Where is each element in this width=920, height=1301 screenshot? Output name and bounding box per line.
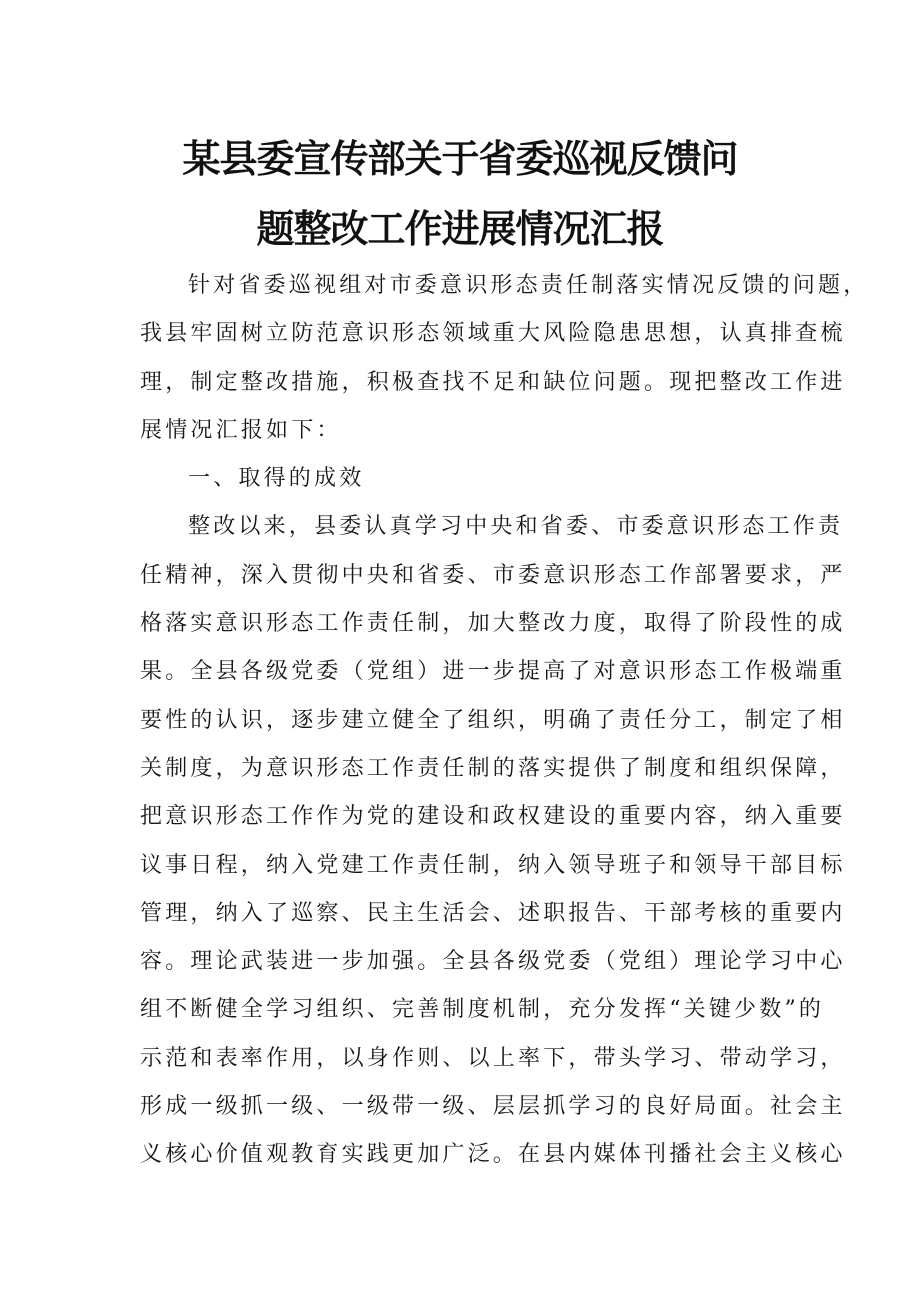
paragraph-results-line: 示范和表率作用，以身作则、以上率下，带头学习、带动学习， [140,1045,846,1071]
paragraph-results-line: 果。全县各级党委（党组）进一步提高了对意识形态工作极端重 [140,659,846,685]
document-body [140,262,869,1180]
paragraph-results-line: 管理，纳入了巡察、民主生活会、述职报告、干部考核的重要内 [140,900,846,926]
paragraph-results-line: 格落实意识形态工作责任制，加大整改力度，取得了阶段性的成 [140,611,846,637]
paragraph-intro-line: 我县牢固树立防范意识形态领域重大风险隐患思想，认真排查梳 [140,321,846,347]
paragraph-results-line: 关制度，为意识形态工作责任制的落实提供了制度和组织保障， [140,755,846,781]
document-title-line-2: 题整改工作进展情况汇报 [256,207,664,251]
paragraph-results-line: 要性的认识，逐步建立健全了组织，明确了责任分工，制定了相 [140,707,846,733]
paragraph-results-line: 议事日程，纳入党建工作责任制，纳入领导班子和领导干部目标 [140,852,846,878]
paragraph-intro-line: 理，制定整改措施，积极查找不足和缺位问题。现把整改工作进 [140,369,846,395]
paragraph-intro-line: 针对省委巡视组对市委意识形态责任制落实情况反馈的问题， [188,273,869,298]
paragraph-results-line: 组不断健全学习组织、完善制度机制，充分发挥“关键少数”的 [140,997,825,1023]
section-heading: 一、取得的成效 [188,466,365,492]
paragraph-results-line: 义核心价值观教育实践更加广泛。在县内媒体刊播社会主义核心 [140,1142,846,1168]
paragraph-results-line: 容。理论武装进一步加强。全县各级党委（党组）理论学习中心 [140,949,846,975]
paragraph-results-line: 整改以来，县委认真学习中央和省委、市委意识形态工作责 [188,514,844,540]
paragraph-results-line: 形成一级抓一级、一级带一级、层层抓学习的良好局面。社会主 [140,1094,846,1120]
document-title-line-1: 某县委宣传部关于省委巡视反馈问 [182,137,738,181]
paragraph-results-line: 任精神，深入贯彻中央和省委、市委意识形态工作部署要求，严 [140,562,846,588]
paragraph-results-line: 把意识形态工作作为党的建设和政权建设的重要内容，纳入重要 [140,804,846,830]
paragraph-intro-line: 展情况汇报如下： [140,417,342,443]
